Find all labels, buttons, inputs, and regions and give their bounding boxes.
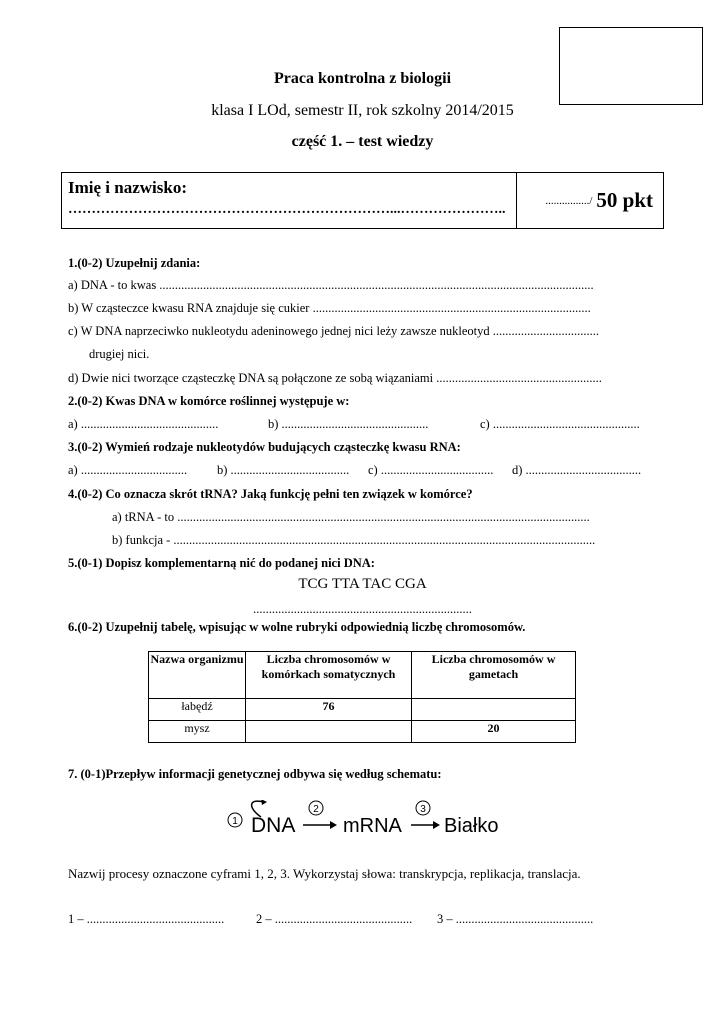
- q1-a: a) DNA - to kwas ...........................................................................................................................................: [68, 278, 594, 292]
- score-field: [517, 173, 663, 228]
- q7-answer-2[interactable]: 2 – ............................................: [256, 912, 413, 926]
- mrna-label: mRNA: [343, 815, 402, 837]
- score-box: [559, 27, 703, 105]
- q7-title: 7. (0-1)Przepływ informacji genetycznej odbywa się według schematu:: [68, 767, 442, 781]
- transcription-arrowhead: [330, 821, 337, 829]
- q4-a: a) tRNA - to ....................................................................................................................................: [112, 510, 590, 524]
- gamete-count[interactable]: [412, 699, 576, 721]
- q1-title: 1.(0-2) Uzupełnij zdania:: [68, 256, 201, 270]
- q5-answer-line: ......................................................................: [253, 602, 472, 616]
- q3-title: 3.(0-2) Wymień rodzaje nukleotydów budujących cząsteczkę kwasu RNA:: [68, 440, 461, 454]
- somatic-count[interactable]: [246, 721, 412, 743]
- header-organism: Nazwa organizmu: [149, 652, 246, 699]
- page-subtitle: klasa I LOd, semestr II, rok szkolny 2014/2015: [211, 102, 514, 119]
- step-3-number: 3: [420, 804, 426, 815]
- q3-c: c) ....................................: [368, 463, 494, 477]
- q1-b: b) W cząsteczce kwasu RNA znajduje się cukier .........................................................................................: [68, 301, 591, 315]
- test-part: część 1. – test wiedzy: [291, 133, 434, 150]
- q2-a: a) ............................................: [68, 417, 219, 431]
- genetic-flow-diagram: [226, 800, 516, 840]
- table-row: [149, 699, 576, 721]
- q1-c: c) W DNA naprzeciwko nukleotydu adeninowego jednej nici leży zawsze nukleotyd ..................................: [68, 324, 599, 338]
- dna-strand: TCG TTA TAC CGA: [298, 576, 427, 592]
- header-gametes: Liczba chromosomów w gametach: [412, 652, 576, 699]
- q5-title: 5.(0-1) Dopisz komplementarną nić do podanej nici DNA:: [68, 556, 375, 570]
- translation-arrowhead: [433, 821, 440, 829]
- organism-name: łabędź: [149, 699, 246, 721]
- q1-d: d) Dwie nici tworzące cząsteczkę DNA są połączone ze sobą wiązaniami .....................................................: [68, 371, 602, 385]
- table-header-row: [149, 652, 576, 699]
- protein-label: Białko: [444, 815, 499, 837]
- q7-answer-1[interactable]: 1 – ............................................: [68, 912, 225, 926]
- q2-b: b) ...............................................: [268, 417, 429, 431]
- q2-title: 2.(0-2) Kwas DNA w komórce roślinnej występuje w:: [68, 394, 350, 408]
- name-box: [61, 172, 664, 229]
- q4-title: 4.(0-2) Co oznacza skrót tRNA? Jaką funkcję pełni ten związek w komórce?: [68, 487, 473, 501]
- chromosome-table: [148, 651, 576, 743]
- dna-label: DNA: [251, 814, 296, 837]
- q7-instruction: Nazwij procesy oznaczone cyframi 1, 2, 3. Wykorzystaj słowa: transkrypcja, replikacja, translacja.: [68, 866, 581, 881]
- page-title: Praca kontrolna z biologii: [273, 70, 452, 87]
- q3-d: d) .....................................: [512, 463, 642, 477]
- q1-c2: drugiej nici.: [89, 347, 150, 361]
- organism-name: mysz: [149, 721, 246, 743]
- name-dots: ……………………………………………………………...…………………..: [68, 202, 506, 217]
- score-dots: ................/: [545, 194, 593, 207]
- step-2-number: 2: [313, 804, 319, 815]
- somatic-count: 76: [246, 699, 412, 721]
- replication-arrowhead: [261, 800, 267, 805]
- q7-answer-3[interactable]: 3 – ............................................: [437, 912, 594, 926]
- gamete-count: 20: [412, 721, 576, 743]
- score-max: 50 pkt: [596, 188, 653, 212]
- q2-c: c) ...............................................: [480, 417, 640, 431]
- table-row: [149, 721, 576, 743]
- q3-a: a) ..................................: [68, 463, 188, 477]
- q3-b: b) ......................................: [217, 463, 350, 477]
- q4-b: b) funkcja - .......................................................................................................................................: [112, 533, 596, 547]
- name-label: Imię i nazwisko:: [68, 178, 187, 197]
- name-field[interactable]: [62, 173, 517, 228]
- q6-title: 6.(0-2) Uzupełnij tabelę, wpisując w wolne rubryki odpowiednią liczbę chromosomów.: [68, 620, 526, 634]
- header-somatic: Liczba chromosomów w komórkach somatycznych: [246, 652, 412, 699]
- step-1-number: 1: [232, 816, 238, 827]
